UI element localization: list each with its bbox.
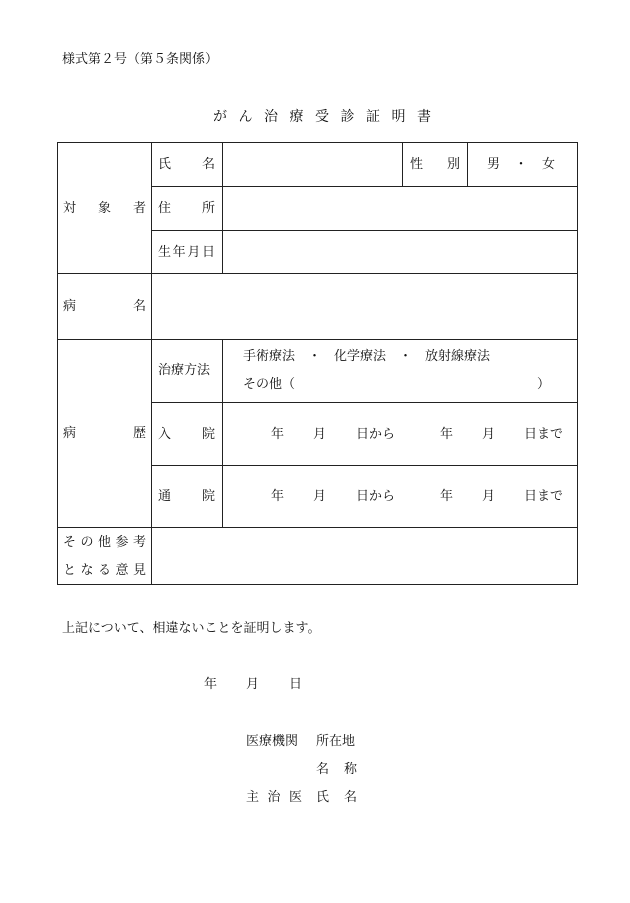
attending-physician-label: 主 治 医 [246,790,302,805]
treatment-other-open: その他（ [243,377,296,392]
table-rule [57,527,577,528]
disease-label: 病 名 [63,299,146,314]
document-title: が ん 治 療 受 診 証 明 書 [213,109,431,125]
date-month: 月 [246,677,260,692]
location-label: 所在地 [316,734,356,749]
outpatient-to-day: 日まで [524,489,564,504]
table-rule [151,142,152,585]
sex-label: 性 別 [410,157,460,172]
outpatient-from-day: 日から [356,489,396,504]
disease-field[interactable] [156,278,572,334]
table-rule [151,465,577,466]
subject-group-label: 対 象 者 [63,201,146,216]
dob-label: 生 年 月 日 [158,245,215,260]
date-year: 年 [204,677,218,692]
history-label: 病 歴 [63,426,146,441]
institution-label: 医療機関 [246,734,299,749]
treatment-other-field[interactable] [300,374,530,394]
treatment-other-close: ） [537,377,551,392]
table-rule [151,186,577,187]
treatment-method-label: 治療方法 [158,363,211,378]
table-rule [151,402,577,403]
table-rule [467,142,468,187]
remarks-field[interactable] [156,532,572,580]
table-border-top [57,142,577,143]
admission-to-month: 月 [482,427,496,442]
table-rule [222,339,223,528]
admission-to-day: 日まで [524,427,564,442]
outpatient-label: 通 院 [158,489,215,504]
table-rule [57,339,577,340]
table-border-bottom [57,584,577,585]
table-border-right [577,142,578,585]
outpatient-from-year: 年 [271,489,285,504]
physician-name-label: 氏 名 [316,790,357,805]
table-rule [402,142,403,187]
address-field[interactable] [226,190,572,226]
admission-from-month: 月 [313,427,327,442]
certification-text: 上記について、相違ないことを証明します。 [62,621,321,636]
admission-from-day: 日から [356,427,396,442]
admission-to-year: 年 [440,427,454,442]
date-day: 日 [289,677,303,692]
table-rule [57,273,577,274]
name-label: 氏 名 [158,157,215,172]
remarks-label-line1: そ の 他 参 考 [63,535,146,550]
table-rule [151,230,577,231]
table-border-left [57,142,58,585]
form-number: 様式第２号（第５条関係） [62,52,219,67]
sex-options[interactable]: 男 ・ 女 [487,157,555,172]
table-rule [222,142,223,274]
dob-field[interactable] [226,234,572,270]
admission-from-year: 年 [271,427,285,442]
outpatient-from-month: 月 [313,489,327,504]
institution-name-label: 名 称 [316,762,357,777]
remarks-label-line2: と な る 意 見 [63,563,146,578]
treatment-method-options[interactable]: 手術療法 ・ 化学療法 ・ 放射線療法 [243,349,491,364]
admission-label: 入 院 [158,427,215,442]
address-label: 住 所 [158,201,215,216]
outpatient-to-month: 月 [482,489,496,504]
name-field[interactable] [226,146,398,182]
outpatient-to-year: 年 [440,489,454,504]
